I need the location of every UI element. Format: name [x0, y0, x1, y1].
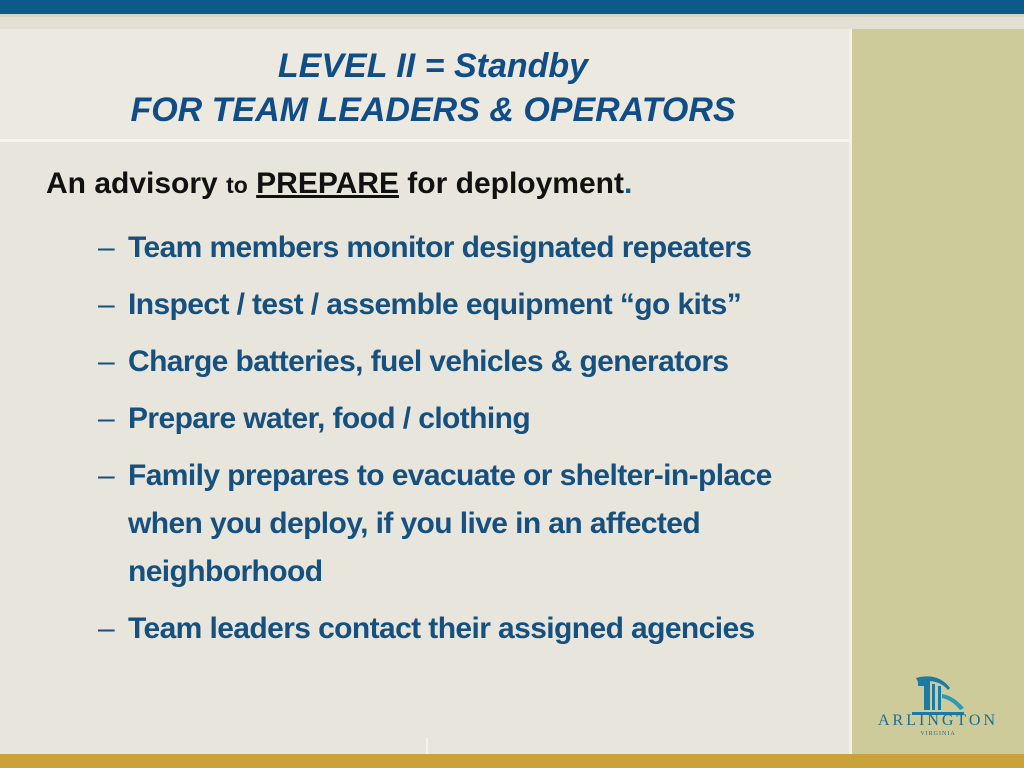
- bullet-dash: –: [98, 345, 115, 378]
- top-divider-band: [0, 17, 1024, 29]
- lead-part-prepare: PREPARE: [256, 167, 399, 200]
- slide-title: [0, 44, 866, 132]
- bullet-text: Inspect / test / assemble equipment “go kits”: [128, 288, 742, 321]
- bullet-text: Family prepares to evacuate or shelter-in-place when you deploy, if you live in an affected neighborhood: [128, 459, 772, 588]
- lead-part-advisory: An advisory: [46, 167, 218, 200]
- lead-sentence: [46, 167, 632, 201]
- bullet-dash: –: [98, 231, 115, 264]
- bullet-dash: –: [98, 402, 115, 435]
- bullet-text: Charge batteries, fuel vehicles & generators: [128, 345, 729, 378]
- bullet-item: [98, 395, 838, 443]
- top-accent-bar: [0, 0, 1024, 14]
- logo-wordmark: ARLINGTON: [877, 712, 999, 729]
- bullet-item: [98, 605, 838, 653]
- bullet-item: [98, 224, 838, 272]
- bullet-item: [98, 281, 838, 329]
- side-panel: [852, 29, 1024, 754]
- bullet-dash: –: [98, 288, 115, 321]
- bullet-text: Prepare water, food / clothing: [128, 402, 531, 435]
- bullet-dash: –: [98, 612, 115, 645]
- bullet-text: Team leaders contact their assigned agencies: [128, 612, 755, 645]
- bullet-dash: –: [98, 459, 115, 492]
- title-line-2: FOR TEAM LEADERS & OPERATORS: [130, 91, 736, 129]
- lead-period: .: [623, 167, 633, 200]
- logo-subtitle: VIRGINIA: [920, 731, 956, 737]
- text-caret: [426, 738, 428, 754]
- lead-part-to: to: [226, 172, 248, 198]
- bullet-list: [98, 224, 838, 662]
- title-line-1: LEVEL II = Standby: [277, 47, 589, 85]
- bottom-accent-bar: [0, 754, 1024, 768]
- bullet-text: Team members monitor designated repeaters: [128, 231, 752, 264]
- bullet-item: [98, 452, 838, 596]
- bullet-item: [98, 338, 838, 386]
- lead-part-deployment: for deployment: [407, 167, 624, 200]
